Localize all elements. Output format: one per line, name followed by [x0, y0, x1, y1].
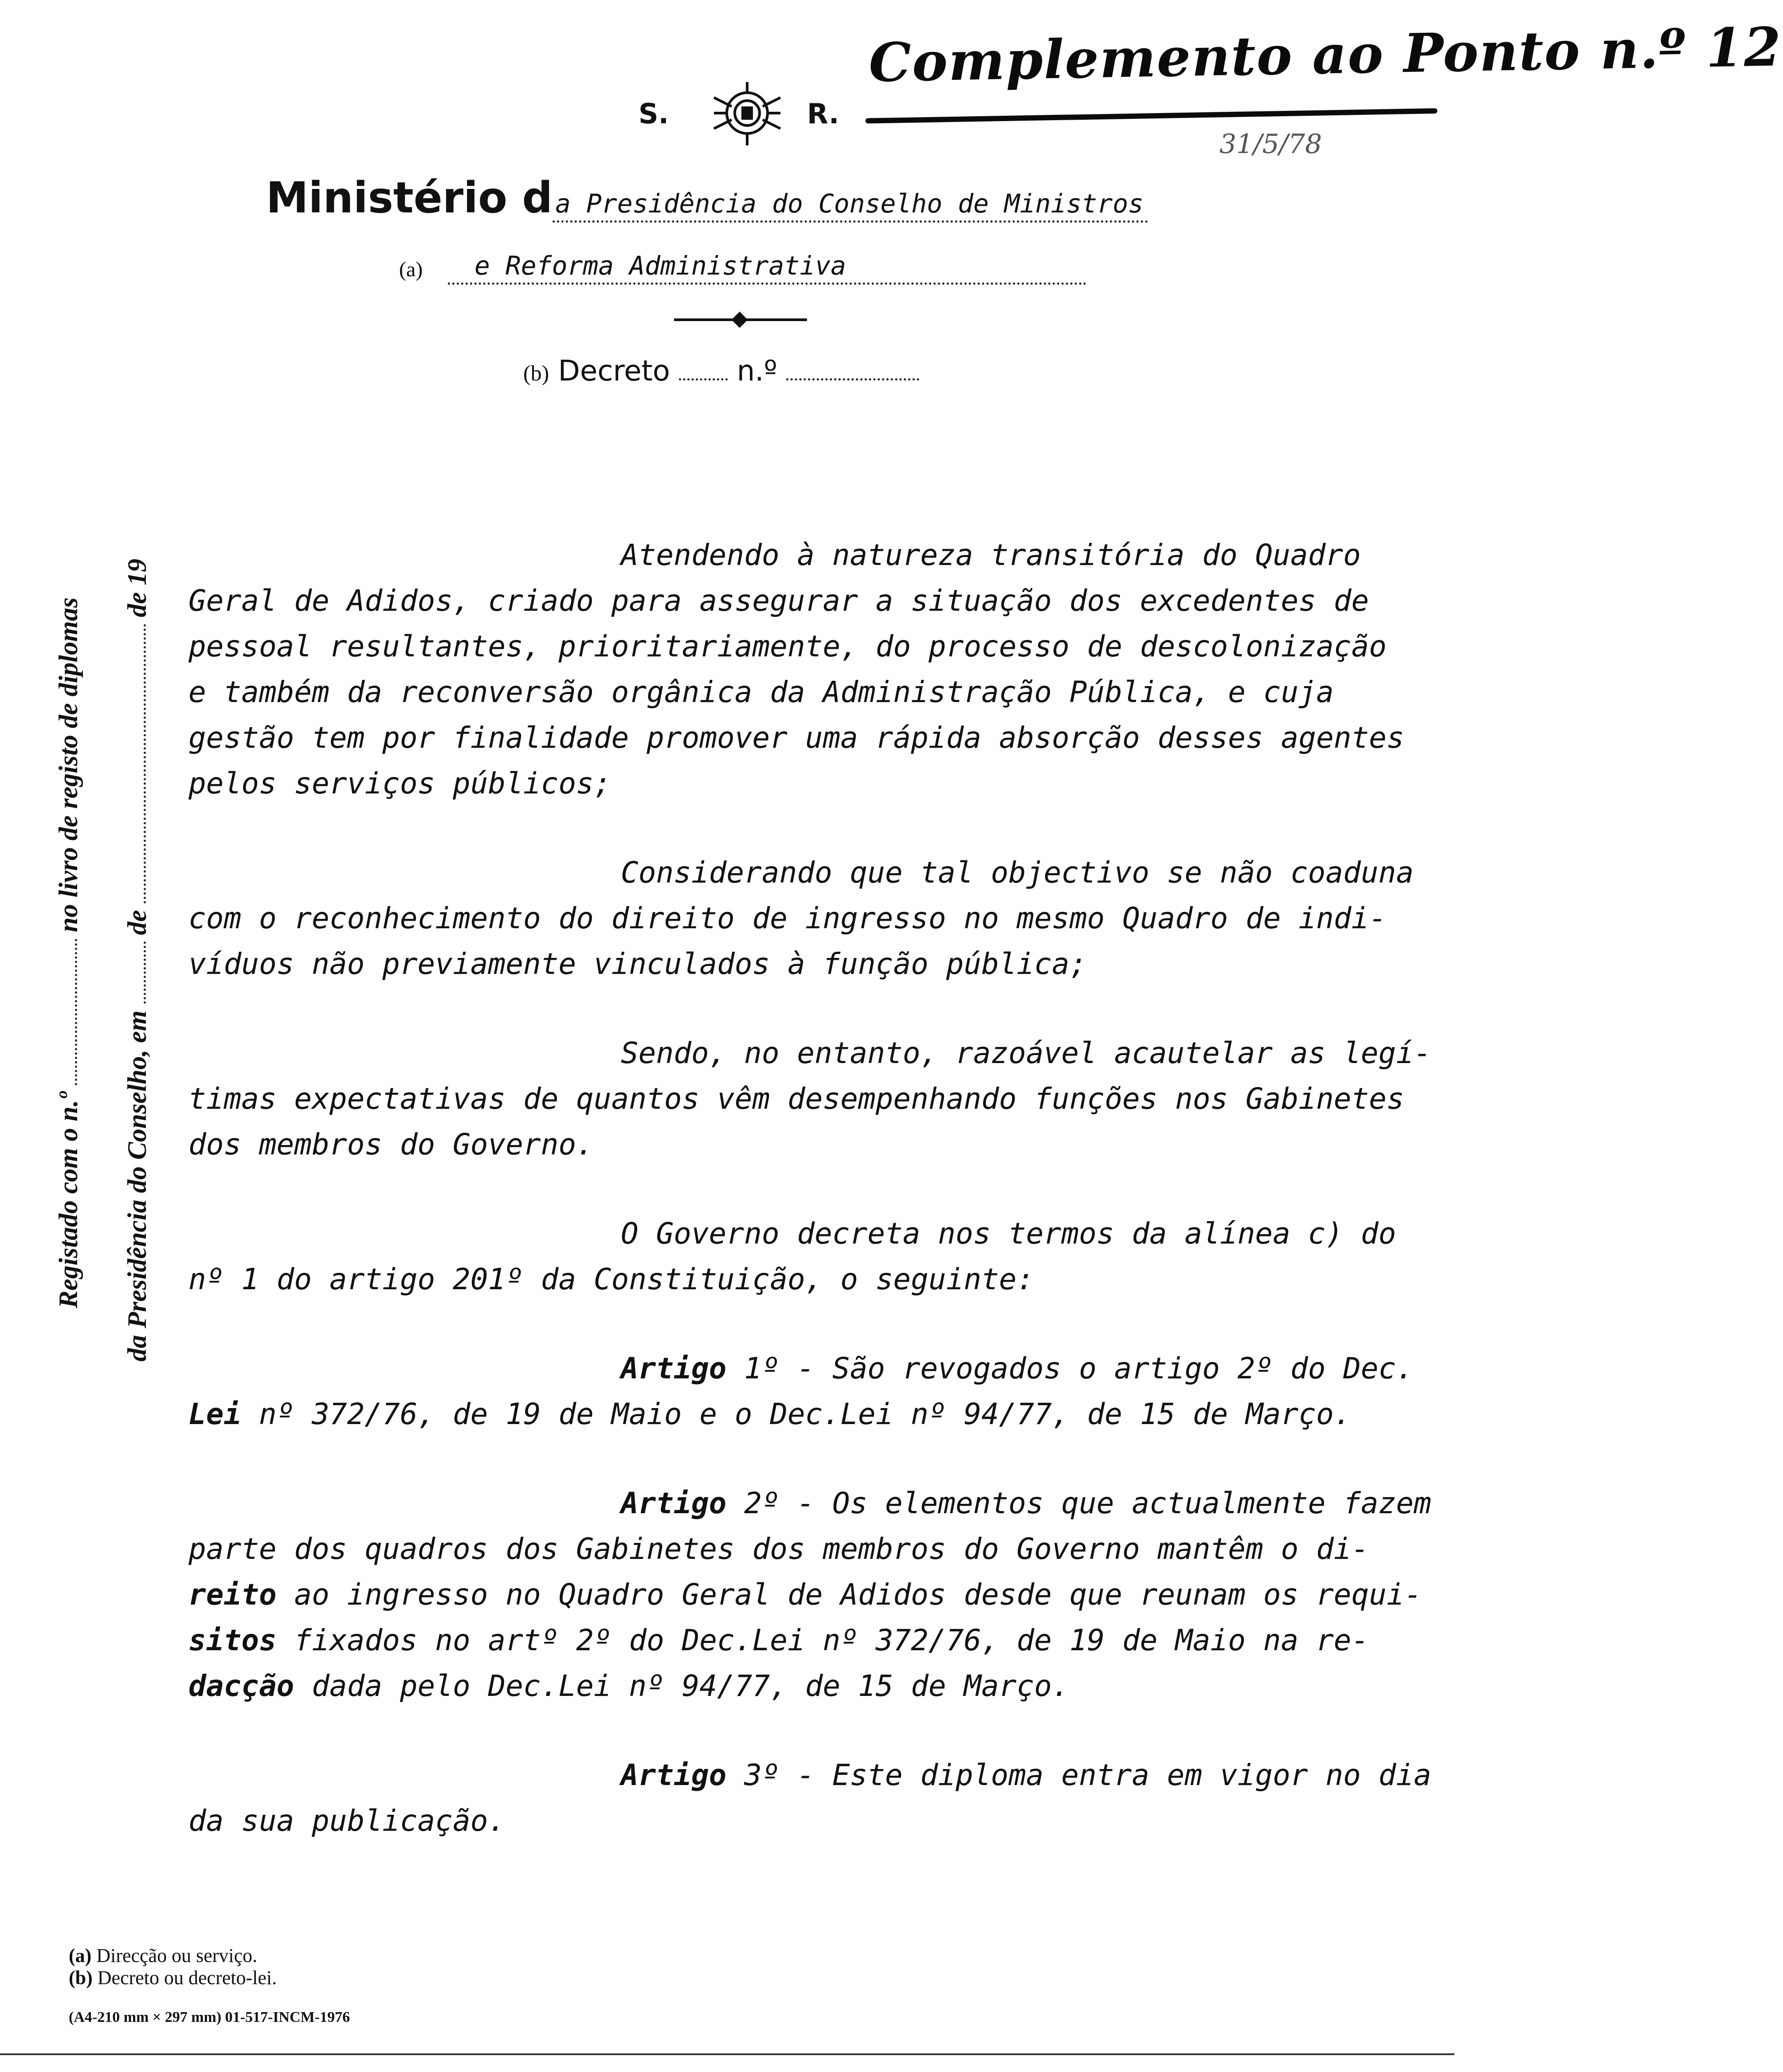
footnote-a-mark: (a) — [69, 1945, 92, 1966]
decree-type-blank — [679, 378, 728, 381]
handwritten-date: 31/5/78 — [1219, 129, 1322, 160]
ministry-prefix: Ministério d — [266, 173, 553, 223]
paragraph-preamble-1 — [188, 532, 1457, 806]
text-line: pessoal resultantes, prioritariamente, do processo de descolonização — [188, 629, 1387, 663]
margin-de-label: de — [122, 910, 152, 935]
text-line: nº 1 do artigo 201º da Constituição, o seguinte: — [188, 1262, 1035, 1296]
text-line: parte dos quadros dos Gabinetes dos membros do Governo mantêm o di- — [188, 1532, 1369, 1566]
paragraph-preamble-3 — [188, 1030, 1457, 1167]
sr-s-letter: S. — [639, 98, 669, 130]
decree-label: Decreto — [558, 355, 670, 388]
ministry-name-field: a Presidência do Conselho de Ministros — [553, 188, 1148, 223]
text-line: Atendendo à natureza transitória do Quadro — [621, 538, 1361, 572]
footnote-a — [69, 1945, 277, 1967]
footnote-b-mark: (b) — [69, 1967, 93, 1989]
text-line: Artigo 2º - Os elementos que actualmente fazem — [621, 1486, 1431, 1520]
text-line: dacção dada pelo Dec.Lei nº 94/77, de 15 de Março. — [188, 1669, 1070, 1703]
margin-blank — [144, 942, 146, 1004]
form-reference: (A4-210 mm × 297 mm) 01-517-INCM-1976 — [69, 2009, 350, 2025]
text-line: Considerando que tal objectivo se não coaduna — [621, 855, 1414, 890]
text-line: Lei nº 372/76, de 19 de Maio e o Dec.Lei nº 94/77, de 15 de Março. — [188, 1397, 1352, 1431]
decree-body — [188, 532, 1457, 1887]
coat-of-arms-icon — [705, 80, 789, 146]
note-b-mark: (b) — [523, 361, 549, 385]
margin-book-label: no livro de registo de diplomas — [54, 597, 83, 932]
text-line: sitos fixados no artº 2º do Dec.Lei nº 372/76, de 19 de Maio na re- — [188, 1623, 1369, 1657]
bottom-rule — [0, 2053, 1454, 2055]
handwritten-note — [868, 4, 1783, 147]
handwritten-note-text: Complemento ao Ponto n.º 12 — [868, 16, 1783, 94]
text-line: Artigo 1º - São revogados o artigo 2º do Dec. — [621, 1351, 1414, 1385]
decree-number-label: n.º — [737, 355, 777, 388]
department-field: e Reforma Administrativa — [448, 251, 1086, 285]
text-line: reito ao ingresso no Quadro Geral de Adidos desde que reunam os requi- — [188, 1578, 1422, 1612]
decree-number-blank — [786, 378, 919, 381]
margin-blank — [144, 624, 146, 903]
article-1 — [188, 1346, 1457, 1437]
margin-blank — [75, 939, 77, 1085]
sr-r-letter: R. — [807, 98, 839, 130]
text-line: e também da reconversão orgânica da Administração Pública, e cuja — [188, 675, 1334, 709]
ornament-diamond — [732, 312, 748, 328]
text-line: Sendo, no entanto, razoável acautelar as legí- — [621, 1036, 1431, 1070]
margin-registration-line-1 — [53, 597, 84, 1308]
text-line: víduos não previamente vinculados à função pública; — [188, 947, 1087, 981]
margin-registration-line-2 — [122, 559, 153, 1362]
footnote-a-text: Direcção ou serviço. — [96, 1945, 258, 1966]
article-3 — [188, 1752, 1457, 1844]
footnote-b — [69, 1967, 277, 1989]
text-line: pelos serviços públicos; — [188, 766, 611, 801]
text-line: gestão tem por finalidade promover uma rápida absorção desses agentes — [188, 721, 1404, 755]
margin-year-label: de 19 — [122, 559, 152, 617]
text-line: Geral de Adidos, criado para assegurar a situação dos excedentes de — [188, 584, 1369, 618]
paragraph-enactment — [188, 1211, 1457, 1302]
note-a-mark: (a) — [399, 258, 423, 281]
ministry-heading — [266, 173, 1148, 223]
text-line: dos membros do Governo. — [188, 1127, 594, 1162]
decree-number-line — [523, 355, 919, 388]
handwritten-underline — [866, 108, 1438, 124]
margin-registered-label: Registado com o n.º — [54, 1092, 83, 1308]
footnote-b-text: Decreto ou decreto-lei. — [97, 1967, 277, 1989]
paragraph-preamble-2 — [188, 850, 1457, 987]
margin-presidency-label: da Presidência do Conselho, em — [122, 1010, 152, 1362]
footnotes — [69, 1945, 277, 1989]
text-line: Artigo 3º - Este diploma entra em vigor no dia — [621, 1758, 1431, 1792]
text-line: O Governo decreta nos termos da alínea c) do — [621, 1217, 1396, 1251]
text-line: timas expectativas de quantos vêm desempenhando funções nos Gabinetes — [188, 1082, 1404, 1116]
text-line: com o reconhecimento do direito de ingresso no mesmo Quadro de indi- — [188, 901, 1387, 935]
text-line: da sua publicação. — [188, 1804, 506, 1838]
article-2 — [188, 1480, 1457, 1709]
